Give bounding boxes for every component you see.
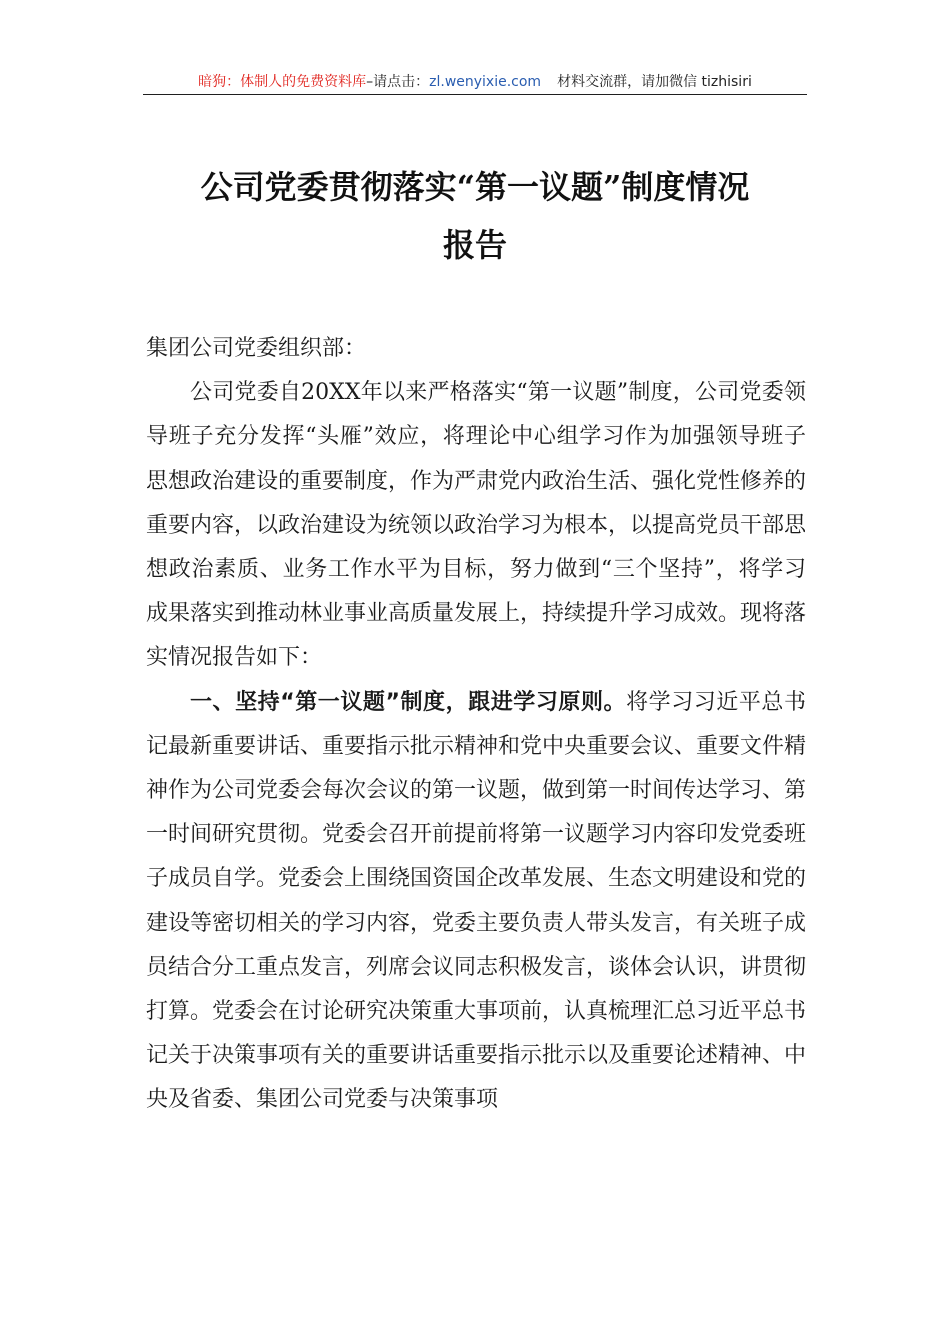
header-url-link[interactable]: zl.wenyixie.com (429, 74, 542, 90)
document-body (146, 327, 806, 1123)
header-contact: 材料交流群，请加微信 tizhisiri (557, 74, 752, 90)
salutation: 集团公司党委组织部： (146, 336, 367, 361)
header-separator: –请点击： (366, 74, 430, 90)
document-title (143, 158, 807, 274)
section-1-text: 将学习习近平总书记最新重要讲话、重要指示批示精神和党中央重要会议、重要文件精神作为公司党委会每次会议的第一议题，做到第一时间传达学习、第一时间研究贯彻。党委会召开前提前将第一议题学习内容印发党委班子成员自学。党委会上围绕国资国企改革发展、生态文明建设和党的建设等密切相关的学习内容，党委主要负责人带头发言，有关班子成员结合分工重点发言，列席会议同志积极发言，谈体会认识，讲贯彻打算。党委会在讨论研究决策重大事项前，认真梳理汇总习近平总书记关于决策事项有关的重要讲话重要指示批示以及重要论述精神、中央及省委、集团公司党委与决策事项 (146, 689, 807, 1113)
page-header (143, 68, 807, 95)
section-1-heading: 一、坚持“第一议题”制度，跟进学习原则。 (190, 689, 627, 715)
title-line-2: 报告 (442, 226, 507, 264)
intro-paragraph: 公司党委自20XX年以来严格落实“第一议题”制度，公司党委领导班子充分发挥“头雁”效应，将理论中心组学习作为加强领导班子思想政治建设的重要制度，作为严肃党内政治生活、强化党性修养的重要内容，以政治建设为统领以政治学习为根本，以提高党员干部思想政治素质、业务工作水平为目标，努力做到“三个坚持”，将学习成果落实到推动林业事业高质量发展上，持续提升学习成效。现将落实情况报告如下： (146, 380, 807, 671)
title-line-1: 公司党委贯彻落实“第一议题”制度情况 (200, 168, 750, 206)
header-brand-link[interactable]: 暗狗：体制人的免费资料库 (198, 74, 367, 90)
section-1-paragraph (146, 681, 806, 1123)
